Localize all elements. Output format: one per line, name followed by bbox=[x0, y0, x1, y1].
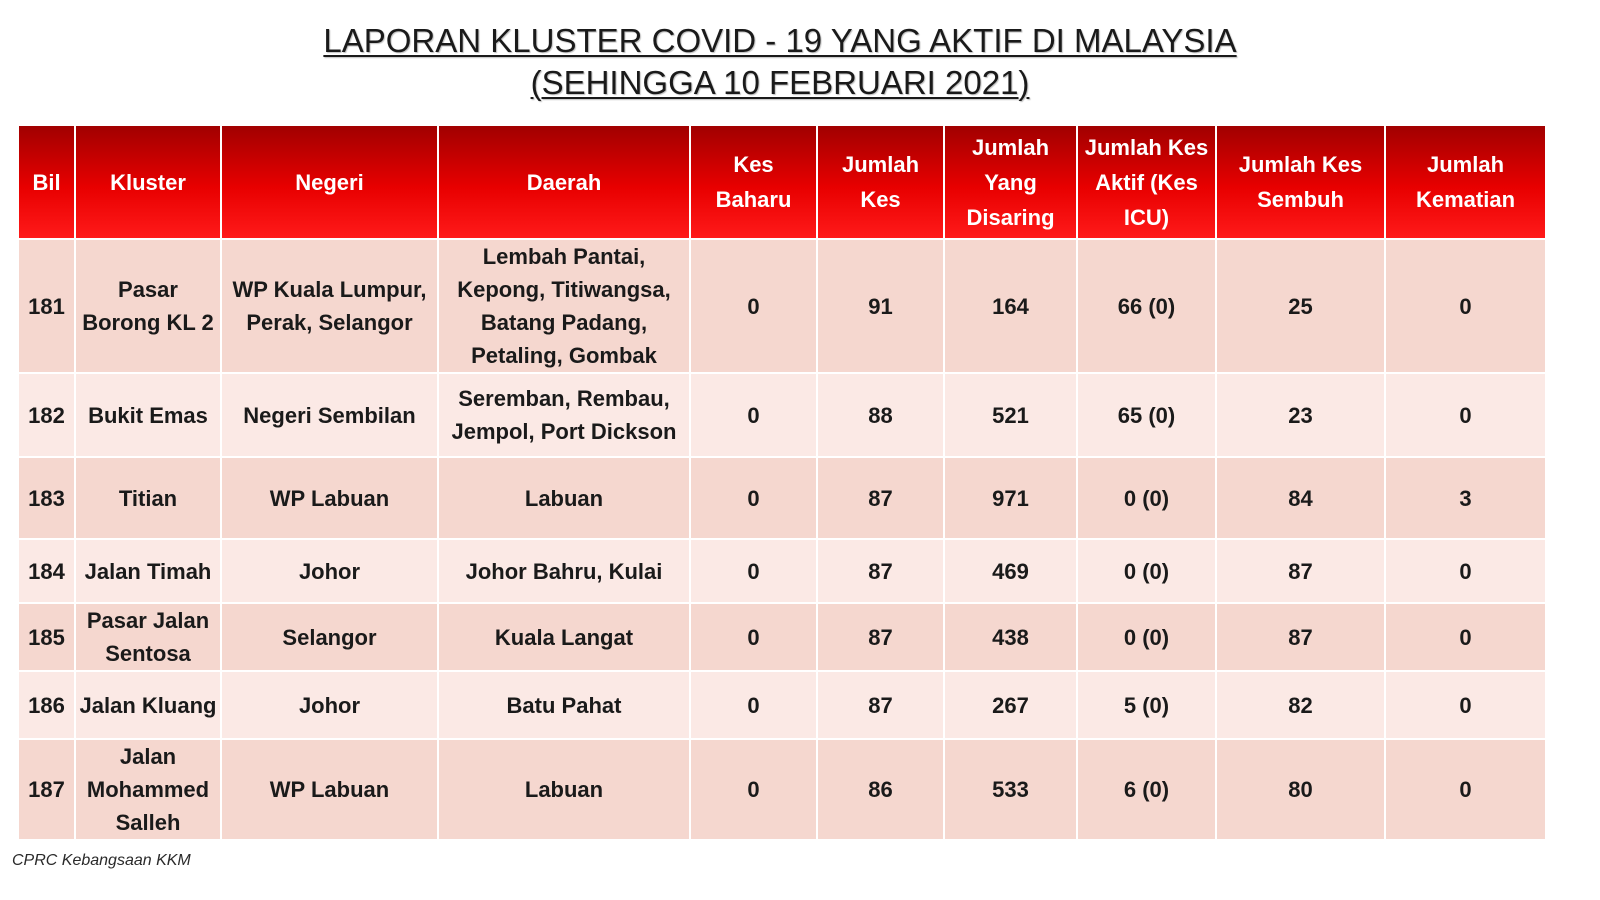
cell-kematian: 0 bbox=[1385, 739, 1546, 840]
table-row bbox=[18, 457, 1546, 539]
report-title bbox=[0, 20, 1560, 104]
cell-negeri: WP Labuan bbox=[221, 739, 438, 840]
header-jumlah-kes: Jumlah Kes bbox=[817, 125, 944, 239]
cell-kematian: 0 bbox=[1385, 671, 1546, 739]
cell-sembuh: 87 bbox=[1216, 603, 1385, 671]
cell-negeri: WP Labuan bbox=[221, 457, 438, 539]
cell-kes-baharu: 0 bbox=[690, 671, 817, 739]
cell-bil: 185 bbox=[18, 603, 75, 671]
cell-kluster: Titian bbox=[75, 457, 221, 539]
cell-aktif: 5 (0) bbox=[1077, 671, 1216, 739]
header-kluster: Kluster bbox=[75, 125, 221, 239]
title-line-1: LAPORAN KLUSTER COVID - 19 YANG AKTIF DI MALAYSIA bbox=[323, 22, 1237, 59]
cell-kes-baharu: 0 bbox=[690, 373, 817, 457]
cell-daerah: Batu Pahat bbox=[438, 671, 690, 739]
cell-jumlah-kes: 86 bbox=[817, 739, 944, 840]
table-row bbox=[18, 671, 1546, 739]
header-jumlah-disaring: Jumlah Yang Disaring bbox=[944, 125, 1077, 239]
cell-bil: 182 bbox=[18, 373, 75, 457]
cell-jumlah-kes: 91 bbox=[817, 239, 944, 373]
title-line-2: (SEHINGGA 10 FEBRUARI 2021) bbox=[530, 64, 1030, 101]
cell-sembuh: 80 bbox=[1216, 739, 1385, 840]
cell-jumlah-kes: 87 bbox=[817, 671, 944, 739]
table-row bbox=[18, 239, 1546, 373]
cell-kluster: Pasar Jalan Sentosa bbox=[75, 603, 221, 671]
cell-kes-baharu: 0 bbox=[690, 739, 817, 840]
cell-kluster: Jalan Timah bbox=[75, 539, 221, 603]
table-header-row bbox=[18, 125, 1546, 239]
cell-bil: 186 bbox=[18, 671, 75, 739]
cell-kluster: Bukit Emas bbox=[75, 373, 221, 457]
cell-disaring: 521 bbox=[944, 373, 1077, 457]
cell-disaring: 267 bbox=[944, 671, 1077, 739]
table-row bbox=[18, 739, 1546, 840]
cell-aktif: 65 (0) bbox=[1077, 373, 1216, 457]
cell-negeri: Negeri Sembilan bbox=[221, 373, 438, 457]
cell-kematian: 0 bbox=[1385, 603, 1546, 671]
cell-sembuh: 84 bbox=[1216, 457, 1385, 539]
header-jumlah-kematian: Jumlah Kematian bbox=[1385, 125, 1546, 239]
header-daerah: Daerah bbox=[438, 125, 690, 239]
cell-disaring: 469 bbox=[944, 539, 1077, 603]
cell-sembuh: 23 bbox=[1216, 373, 1385, 457]
cell-daerah: Johor Bahru, Kulai bbox=[438, 539, 690, 603]
source-footnote: CPRC Kebangsaan KKM bbox=[12, 852, 191, 869]
cell-sembuh: 25 bbox=[1216, 239, 1385, 373]
cell-daerah: Labuan bbox=[438, 739, 690, 840]
cell-daerah: Kuala Langat bbox=[438, 603, 690, 671]
cell-kes-baharu: 0 bbox=[690, 457, 817, 539]
cluster-table bbox=[17, 124, 1547, 841]
cell-daerah: Seremban, Rembau, Jempol, Port Dickson bbox=[438, 373, 690, 457]
cell-bil: 181 bbox=[18, 239, 75, 373]
cell-aktif: 0 (0) bbox=[1077, 457, 1216, 539]
cell-disaring: 971 bbox=[944, 457, 1077, 539]
cell-kluster: Pasar Borong KL 2 bbox=[75, 239, 221, 373]
cell-jumlah-kes: 87 bbox=[817, 457, 944, 539]
cell-sembuh: 87 bbox=[1216, 539, 1385, 603]
cell-negeri: Johor bbox=[221, 671, 438, 739]
cell-kluster: Jalan Kluang bbox=[75, 671, 221, 739]
header-jumlah-kes-aktif: Jumlah Kes Aktif (Kes ICU) bbox=[1077, 125, 1216, 239]
cell-daerah: Labuan bbox=[438, 457, 690, 539]
cell-kluster: Jalan Mohammed Salleh bbox=[75, 739, 221, 840]
cell-kes-baharu: 0 bbox=[690, 239, 817, 373]
cell-kes-baharu: 0 bbox=[690, 539, 817, 603]
cell-kematian: 0 bbox=[1385, 539, 1546, 603]
cell-jumlah-kes: 87 bbox=[817, 603, 944, 671]
cell-jumlah-kes: 88 bbox=[817, 373, 944, 457]
cell-jumlah-kes: 87 bbox=[817, 539, 944, 603]
cell-negeri: Johor bbox=[221, 539, 438, 603]
cell-bil: 184 bbox=[18, 539, 75, 603]
cell-aktif: 66 (0) bbox=[1077, 239, 1216, 373]
cell-negeri: WP Kuala Lumpur, Perak, Selangor bbox=[221, 239, 438, 373]
table-row bbox=[18, 373, 1546, 457]
cell-aktif: 0 (0) bbox=[1077, 539, 1216, 603]
header-jumlah-kes-sembuh: Jumlah Kes Sembuh bbox=[1216, 125, 1385, 239]
header-bil: Bil bbox=[18, 125, 75, 239]
table-row bbox=[18, 539, 1546, 603]
cell-kematian: 0 bbox=[1385, 239, 1546, 373]
cell-kematian: 3 bbox=[1385, 457, 1546, 539]
cell-bil: 187 bbox=[18, 739, 75, 840]
cell-kes-baharu: 0 bbox=[690, 603, 817, 671]
header-negeri: Negeri bbox=[221, 125, 438, 239]
cell-kematian: 0 bbox=[1385, 373, 1546, 457]
cell-disaring: 533 bbox=[944, 739, 1077, 840]
cell-aktif: 0 (0) bbox=[1077, 603, 1216, 671]
cell-negeri: Selangor bbox=[221, 603, 438, 671]
cell-disaring: 438 bbox=[944, 603, 1077, 671]
table-row bbox=[18, 603, 1546, 671]
cell-disaring: 164 bbox=[944, 239, 1077, 373]
cell-aktif: 6 (0) bbox=[1077, 739, 1216, 840]
header-kes-baharu: Kes Baharu bbox=[690, 125, 817, 239]
cell-bil: 183 bbox=[18, 457, 75, 539]
cell-daerah: Lembah Pantai, Kepong, Titiwangsa, Batang Padang, Petaling, Gombak bbox=[438, 239, 690, 373]
cell-sembuh: 82 bbox=[1216, 671, 1385, 739]
